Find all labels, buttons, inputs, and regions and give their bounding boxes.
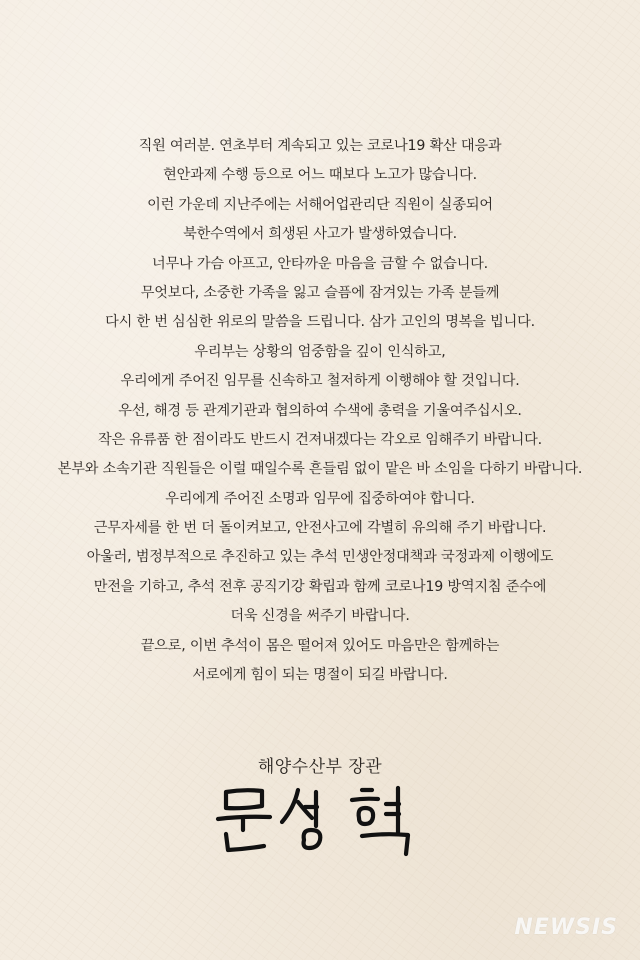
letter-line: 작은 유류품 한 점이라도 반드시 건져내겠다는 각오로 임해주기 바랍니다.	[98, 431, 542, 448]
signature-drawing	[212, 778, 432, 858]
letter-line: 너무나 가슴 아프고, 안타까운 마음을 금할 수 없습니다.	[152, 255, 488, 272]
letter-line: 직원 여러분. 연초부터 계속되고 있는 코로나19 확산 대응과	[138, 138, 502, 154]
author-title: 해양수산부 장관	[257, 757, 383, 777]
letter-line: 근무자세를 한 번 더 돌이켜보고, 안전사고에 각별히 유의해 주기 바랍니다.	[93, 520, 547, 537]
handwritten-signature	[212, 778, 432, 858]
letter-body	[0, 132, 640, 690]
letter-line: 다시 한 번 심심한 위로의 말씀을 드립니다. 삼가 고인의 명복을 빕니다.	[105, 314, 535, 331]
letter-line: 북한수역에서 희생된 사고가 발생하였습니다.	[183, 226, 457, 243]
letter-line: 만전을 기하고, 추석 전후 공직기강 확립과 함께 코로나19 방역지침 준수에	[93, 578, 547, 595]
newsis-watermark: NEWSIS	[514, 915, 618, 940]
letter-line: 더욱 신경을 써주기 바랍니다.	[230, 608, 410, 625]
letter-line: 무엇보다, 소중한 가족을 잃고 슬픔에 잠겨있는 가족 분들께	[140, 284, 500, 301]
letter-line: 본부와 소속기관 직원들은 이럴 때일수록 흔들림 없이 맡은 바 소임을 다하기 바랍니다.	[57, 461, 583, 478]
letter-line: 아울러, 범정부적으로 추진하고 있는 추석 민생안정대책과 국정과제 이행에도	[86, 549, 554, 566]
letter-line: 우리에게 주어진 임무를 신속하고 철저하게 이행해야 할 것입니다.	[120, 373, 520, 390]
letter-line: 우선, 해경 등 관계기관과 협의하여 수색에 총력을 기울여주십시오.	[118, 402, 522, 419]
letter-line: 우리에게 주어진 소명과 임무에 집중하여야 합니다.	[165, 490, 475, 507]
letter-line: 서로에게 힘이 되는 명절이 되길 바랍니다.	[192, 667, 448, 684]
letter-line: 이런 가운데 지난주에는 서해어업관리단 직원이 실종되어	[147, 196, 493, 213]
letter-line: 끝으로, 이번 추석이 몸은 떨어져 있어도 마음만은 함께하는	[140, 637, 500, 654]
letter-line: 현안과제 수행 등으로 어느 때보다 노고가 많습니다.	[163, 167, 477, 184]
letter-line: 우리부는 상황의 엄중함을 깊이 인식하고,	[194, 343, 446, 360]
